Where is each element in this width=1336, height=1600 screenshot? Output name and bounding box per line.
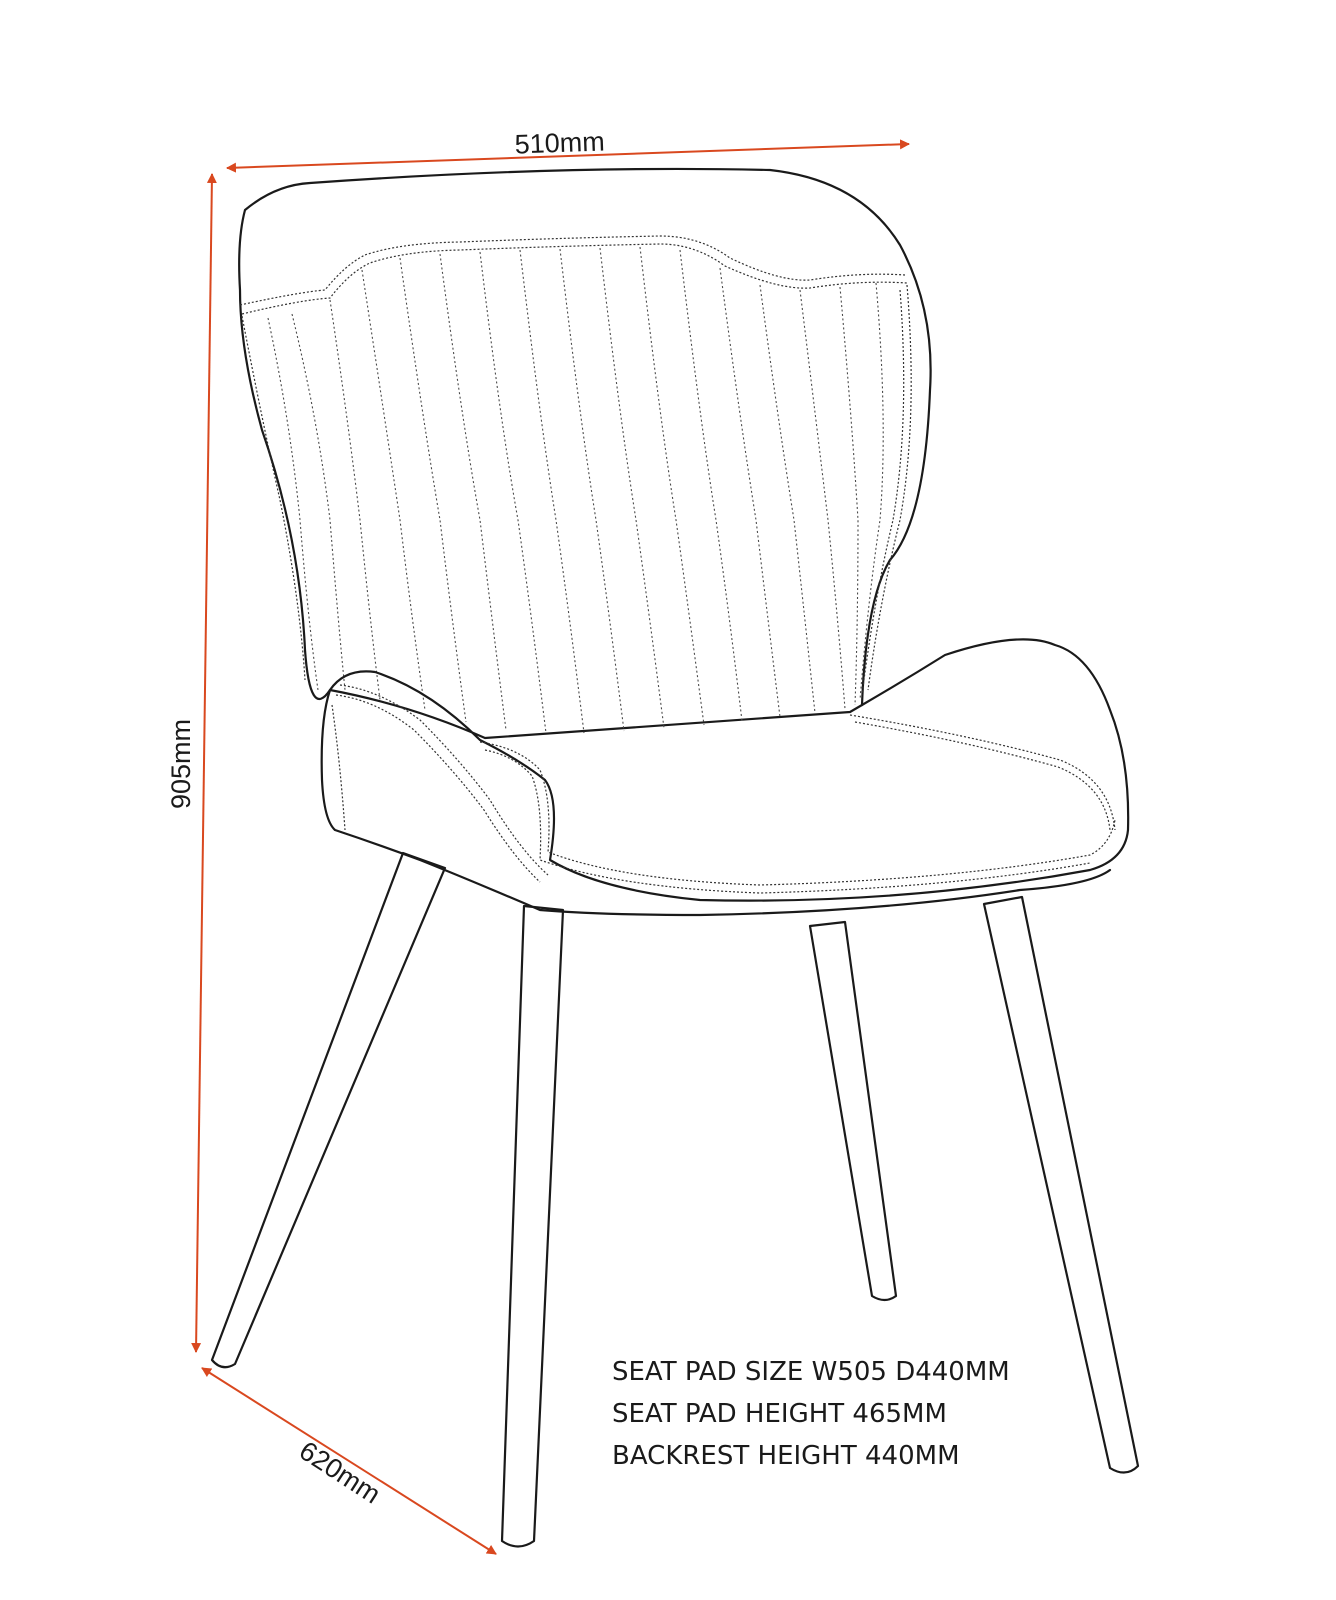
depth-label: 620mm <box>293 1435 386 1510</box>
back-right-leg <box>810 922 896 1300</box>
width-label: 510mm <box>514 126 606 160</box>
height-label: 905mm <box>166 718 196 810</box>
spec-seat-pad-height: SEAT PAD HEIGHT 465MM <box>612 1399 947 1429</box>
spec-notes <box>612 1357 1010 1471</box>
front-left-leg <box>502 906 563 1547</box>
backrest-ribs <box>268 247 883 733</box>
seat-cushion-seam <box>480 742 1115 885</box>
backrest-outline <box>239 169 930 738</box>
spec-seat-pad-size: SEAT PAD SIZE W505 D440MM <box>612 1357 1010 1387</box>
back-left-leg <box>212 853 445 1367</box>
spec-backrest-height: BACKREST HEIGHT 440MM <box>612 1441 960 1471</box>
backrest-seam <box>240 236 905 305</box>
chair-backrest <box>239 169 930 738</box>
height-dimension-line <box>196 174 212 1352</box>
